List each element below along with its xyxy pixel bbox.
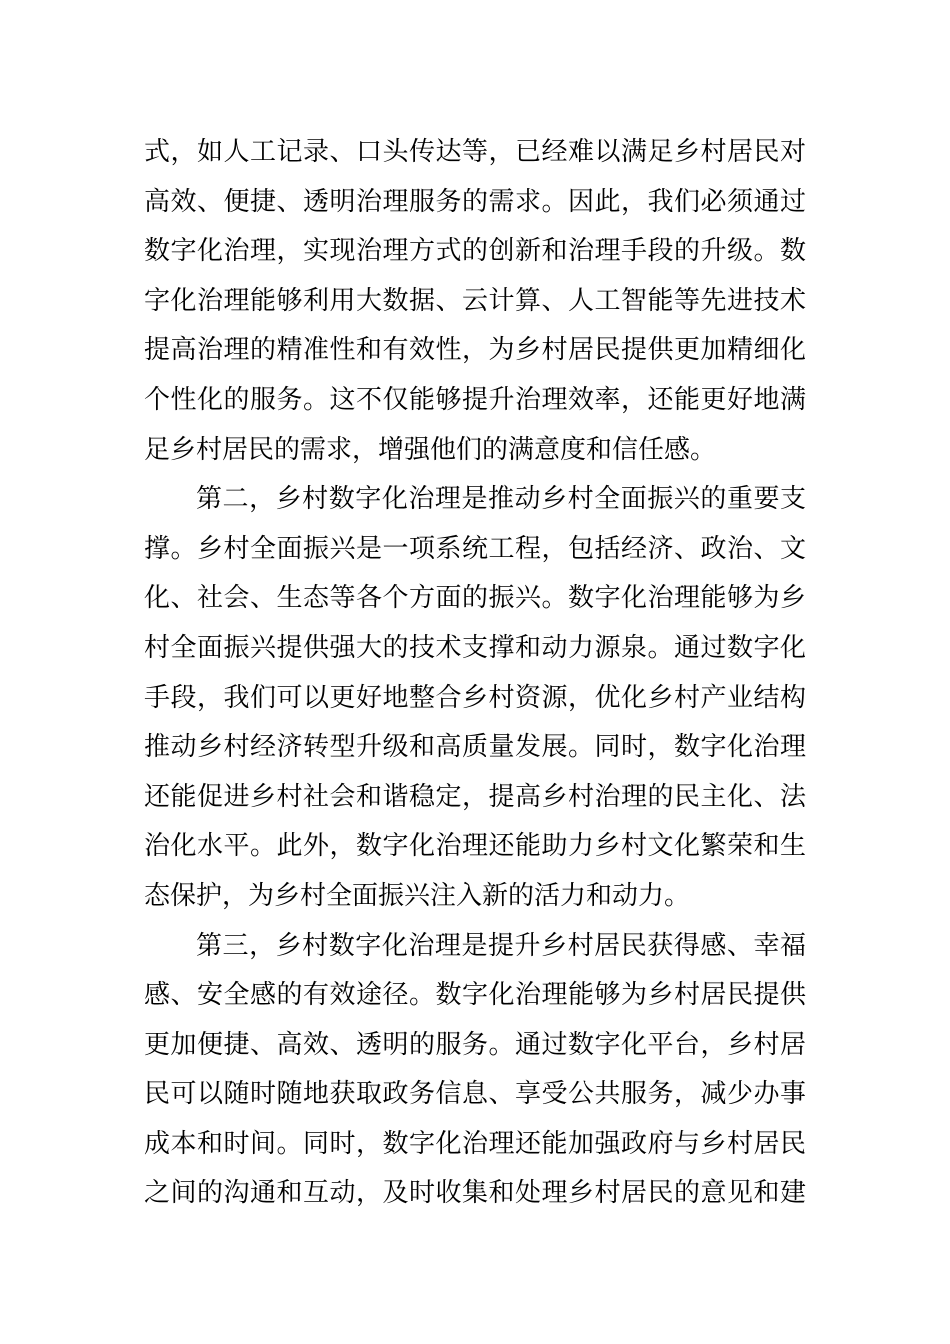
text-line: 足乡村居民的需求，增强他们的满意度和信任感。 (144, 434, 717, 465)
text-line: 个性化的服务。这不仅能够提升治理效率，还能更好地满 (144, 384, 806, 415)
text-line: 式，如人工记录、口头传达等，已经难以满足乡村居民对 (144, 137, 806, 167)
text-line: 字化治理能够利用大数据、云计算、人工智能等先进技术 (144, 285, 806, 316)
text-line: 成本和时间。同时，数字化治理还能加强政府与乡村居民 (144, 1128, 806, 1159)
text-line: 推动乡村经济转型升级和高质量发展。同时，数字化治理 (144, 732, 806, 763)
body-text (144, 128, 806, 1219)
text-line: 第二，乡村数字化治理是推动乡村全面振兴的重要支 (196, 484, 806, 515)
text-line: 态保护，为乡村全面振兴注入新的活力和动力。 (144, 880, 691, 911)
text-line: 高效、便捷、透明治理服务的需求。因此，我们必须通过 (144, 186, 806, 217)
text-line: 民可以随时随地获取政务信息、享受公共服务，减少办事 (144, 1079, 806, 1110)
text-line: 手段，我们可以更好地整合乡村资源，优化乡村产业结构 (144, 682, 806, 713)
text-line: 村全面振兴提供强大的技术支撑和动力源泉。通过数字化 (144, 632, 806, 663)
text-line: 治化水平。此外，数字化治理还能助力乡村文化繁荣和生 (144, 831, 806, 862)
text-line: 数字化治理，实现治理方式的创新和治理手段的升级。数 (144, 236, 806, 267)
text-line: 提高治理的精准性和有效性，为乡村居民提供更加精细化 (144, 335, 806, 366)
paragraph-third (144, 922, 806, 1220)
text-line: 化、社会、生态等各个方面的振兴。数字化治理能够为乡 (144, 583, 806, 614)
text-line: 第三，乡村数字化治理是提升乡村居民获得感、幸福 (196, 930, 806, 961)
text-line: 撑。乡村全面振兴是一项系统工程，包括经济、政治、文 (144, 533, 806, 564)
text-line: 之间的沟通和互动，及时收集和处理乡村居民的意见和建 (144, 1178, 806, 1209)
paragraph-continuation (144, 128, 806, 475)
text-line: 感、安全感的有效途径。数字化治理能够为乡村居民提供 (144, 980, 806, 1011)
text-line: 还能促进乡村社会和谐稳定，提高乡村治理的民主化、法 (144, 781, 806, 812)
paragraph-second (144, 475, 806, 921)
text-line: 更加便捷、高效、透明的服务。通过数字化平台，乡村居 (144, 1029, 806, 1060)
